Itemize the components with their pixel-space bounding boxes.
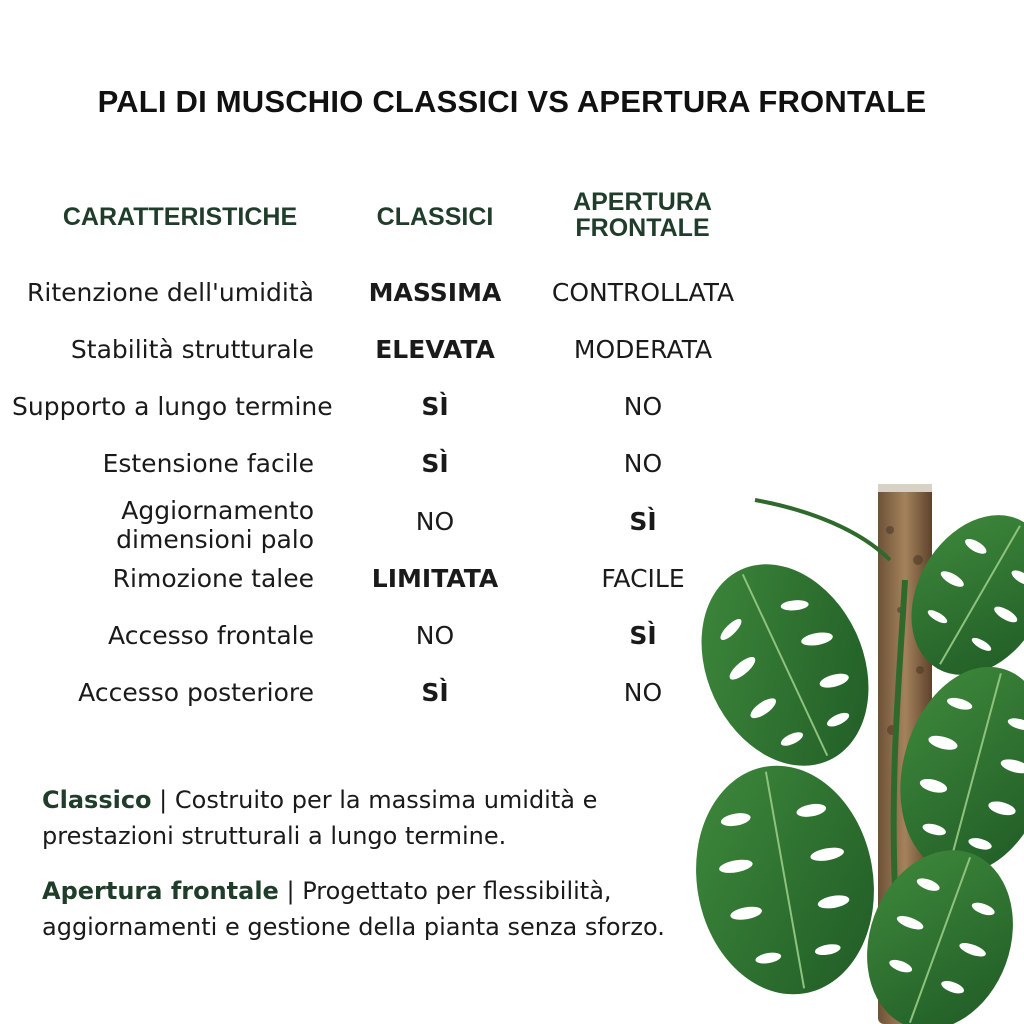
table-row [0, 381, 760, 431]
front-value: SÌ [629, 620, 657, 650]
page-title: PALI DI MUSCHIO CLASSICI VS APERTURA FRONTALE [97, 84, 927, 119]
front-description-key: Apertura frontale [42, 877, 279, 905]
feature-label: Rimozione talee [112, 563, 314, 593]
monstera-leaf-bottom-left [690, 751, 892, 1008]
header-front-line2: FRONTALE [575, 214, 710, 242]
header-front-opening [535, 189, 750, 241]
classic-value: NO [415, 506, 455, 536]
front-description-text: | Progettato per flessibilità, aggiornamenti e gestione della pianta senza sforzo. [42, 877, 665, 941]
classic-value: NO [415, 620, 455, 650]
front-value: CONTROLLATA [551, 277, 735, 307]
feature-label: Stabilità strutturale [70, 334, 314, 364]
table-row [0, 495, 760, 555]
front-value: NO [623, 448, 663, 478]
table-row [0, 438, 760, 488]
front-value: SÌ [629, 506, 657, 536]
feature-label-line1: Aggiornamento [121, 496, 314, 525]
classic-value: SÌ [421, 448, 449, 478]
table-row [0, 324, 760, 374]
table-row [0, 667, 760, 717]
classic-value: MASSIMA [368, 277, 502, 307]
monstera-plant-on-moss-pole-icon [690, 470, 1024, 1024]
classic-value: ELEVATA [375, 334, 495, 364]
feature-label: Estensione facile [102, 448, 314, 478]
classic-description-key: Classico [42, 786, 152, 814]
feature-label: Accesso posteriore [78, 677, 314, 707]
classic-value: LIMITATA [371, 563, 499, 593]
classic-description-text: | Costruito per la massima umidità e prestazioni strutturali a lungo termine. [42, 786, 598, 850]
feature-label [0, 495, 314, 555]
feature-label-line2: dimensioni palo [116, 525, 314, 554]
front-value: NO [623, 677, 663, 707]
table-row [0, 553, 760, 603]
feature-label: Accesso frontale [108, 620, 314, 650]
feature-label: Supporto a lungo termine [12, 391, 333, 421]
front-value: NO [623, 391, 663, 421]
classic-value: SÌ [421, 677, 449, 707]
classic-description [42, 782, 682, 854]
front-value: FACILE [601, 563, 685, 593]
header-front-line1: APERTURA [573, 188, 712, 216]
header-classic: CLASSICI [376, 203, 494, 231]
header-features: CARATTERISTICHE [62, 203, 298, 231]
feature-label: Ritenzione dell'umidità [27, 277, 314, 307]
table-row [0, 610, 760, 660]
front-value: MODERATA [573, 334, 713, 364]
classic-value: SÌ [421, 391, 449, 421]
front-description [42, 873, 682, 945]
table-row [0, 267, 760, 317]
monstera-leaf-left [690, 537, 900, 793]
